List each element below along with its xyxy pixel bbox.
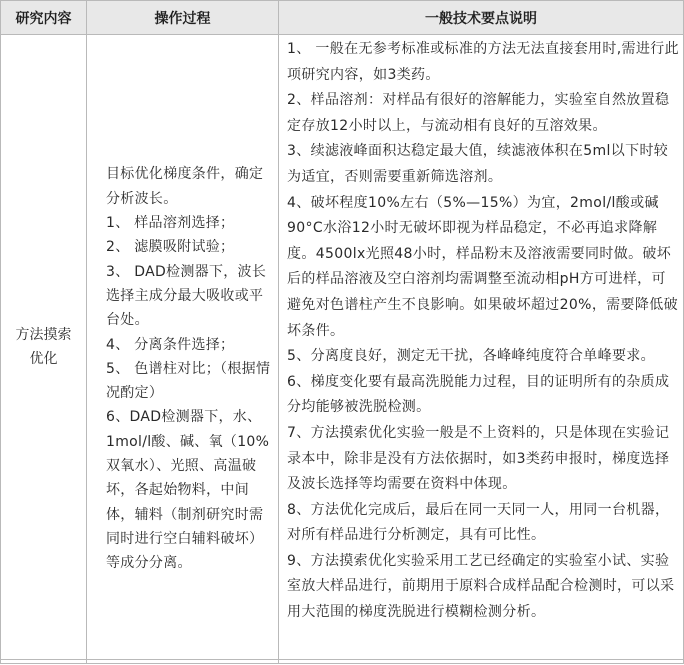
key-point-item: 8、方法优化完成后，最后在同一天同一人，用同一台机器，对所有样品进行分析测定，具有可比性。: [287, 501, 670, 544]
empty-cell: [1, 660, 87, 664]
table-row: [1, 35, 684, 660]
procedure-item: 目标优化梯度条件，确定分析波长。: [106, 166, 264, 207]
key-point-item: 4、破坏程度10%左右（5%—15%）为宜，2mol/l酸或碱90°C水浴12小时无破坏即视为样品稳定，不必再追求降解度。4500lx光照48小时，样品粉末及溶液需要同时做。破坏后的样品溶液及空白溶剂均需调整至流动相pH方可进样，可避免对色谱柱产生不良影响。如果破坏超过20%，需要降低破坏条件。: [287, 194, 678, 339]
key-points-cell: [279, 35, 684, 660]
key-point-item: 9、方法摸索优化实验采用工艺已经确定的实验室小试、实验室放大样品进行，前期用于原料合成样品配合检测时，可以采用大范围的梯度洗脱进行模糊检测分析。: [287, 552, 675, 621]
key-point-item: 3、续滤液峰面积达稳定最大值，续滤液体积在5ml以下时较为适宜，否则需要重新筛选溶剂。: [287, 143, 669, 185]
key-point-item: 1、 一般在无参考标准或标准的方法无法直接套用时,需进行此项研究内容，如3类药。: [287, 41, 679, 83]
procedure-item: 6、DAD检测器下，水、1mol/l酸、碱、氧（10%双氧水）、光照、高温破坏，各起始物料，中间体，辅料（制剂研究时需同时进行空白辅料破坏）等成分分离。: [106, 409, 270, 572]
header-procedure: 操作过程: [87, 1, 279, 35]
procedure-item: 4、 分离条件选择；: [106, 336, 235, 353]
key-point-item: 7、方法摸索优化实验一般是不上资料的，只是体现在实验记录本中，除非是没有方法依据时，如3类药申报时，梯度选择及波长选择等均需要在资料中体现。: [287, 424, 670, 493]
key-point-item: 2、样品溶剂：对样品有很好的溶解能力，实验室自然放置稳定存放12小时以上，与流动相有良好的互溶效果。: [287, 92, 670, 134]
key-point-item: 6、梯度变化要有最高洗脱能力过程，目的证明所有的杂质成分均能够被洗脱检测。: [287, 373, 670, 416]
procedure-item: 5、 色谱柱对比；（根据情况酌定）: [106, 360, 271, 402]
procedure-cell: [87, 35, 279, 660]
header-research-content: 研究内容: [1, 1, 87, 35]
empty-cell: [87, 660, 279, 664]
empty-cell: [279, 660, 684, 664]
procedure-item: 2、 滤膜吸附试验；: [106, 239, 235, 256]
empty-row: [1, 660, 684, 664]
procedure-item: 3、 DAD检测器下，波长选择主成分最大吸收或平台处。: [106, 263, 267, 329]
key-point-item: 5、分离度良好，测定无干扰，各峰峰纯度符合单峰要求。: [287, 348, 656, 365]
procedure-item: 1、 样品溶剂选择；: [106, 215, 235, 232]
header-row: [1, 1, 684, 35]
research-content-cell: 方法摸索优化: [1, 35, 87, 660]
header-key-points: 一般技术要点说明: [279, 1, 684, 35]
